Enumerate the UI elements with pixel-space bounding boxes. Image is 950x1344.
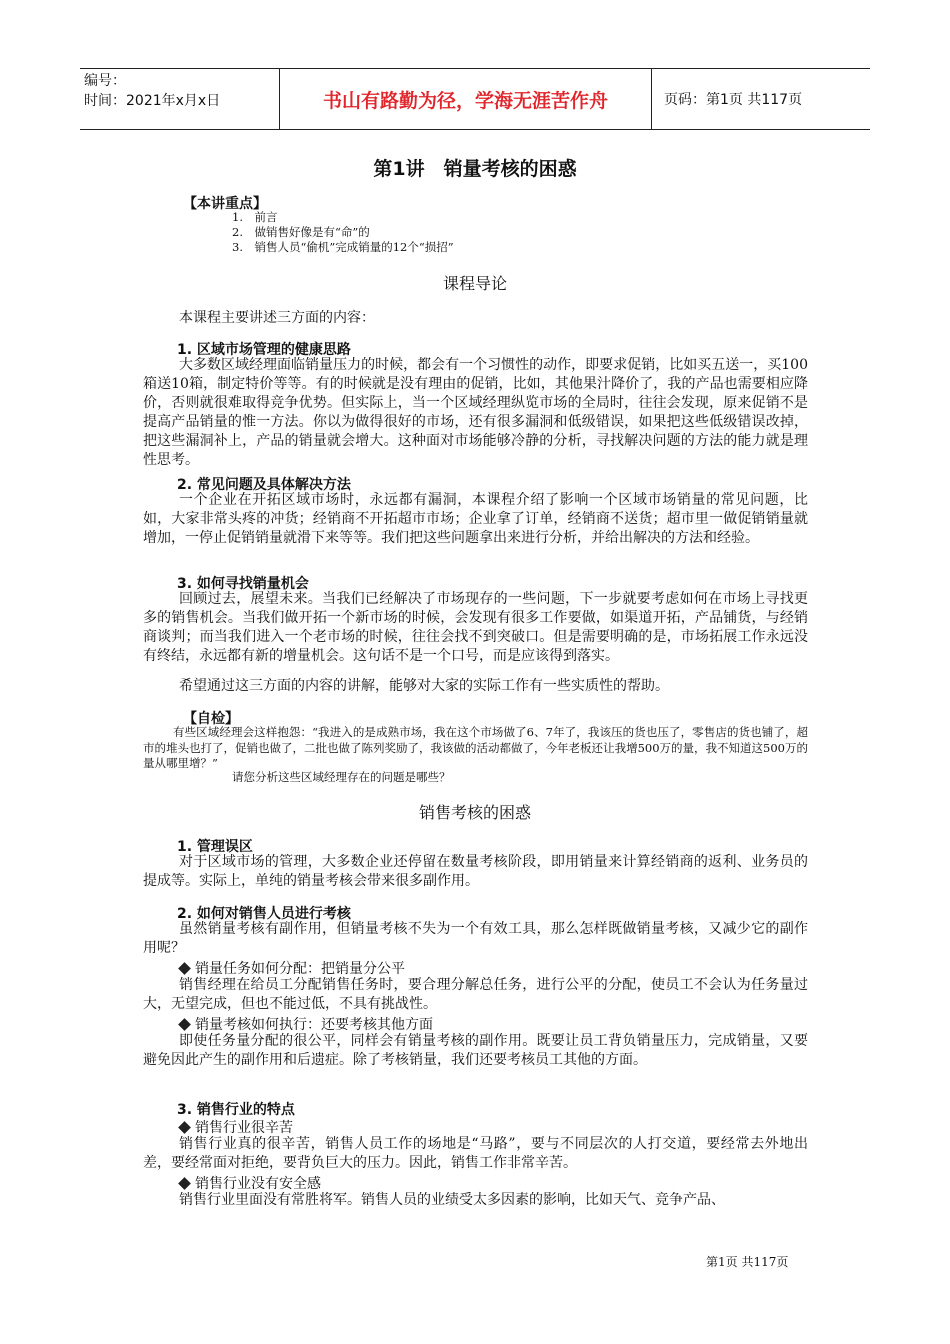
bullet-text: 销售行业里面没有常胜将军。销售人员的业绩受太多因素的影响，比如天气、竞争产品、 [179,1192,725,1208]
diamond-bullet-icon [178,962,191,975]
bullet-label: 销量考核如何执行：还要考核其他方面 [195,1017,433,1033]
page-header [80,68,870,130]
bullet-text: 销售经理在给员工分配销售任务时，要合理分解总任务，进行公平的分配，使员工不会认为任务量过大，无望完成，但也不能过低，不具有挑战性。 [143,977,808,1012]
header-motto: 书山有路勤为径，学海无涯苦作舟 [280,69,652,129]
assessment-text: 虽然销量考核有副作用，但销量考核不失为一个有效工具，那么怎样既做销量考核，又减少它的副作用呢？ [143,921,808,956]
header-page-code: 页码：第1页 共117页 [664,92,803,108]
lecture-title: 第1讲 销量考核的困惑 [373,158,577,180]
intro-section-text: 回顾过去，展望未来。当我们已经解决了市场现存的一些问题，下一步就要考虑如何在市场上寻找更多的销售机会。当我们做开拓一个新市场的时候，会发现有很多工作要做，如渠道开拓，产品铺货，与经销商谈判；而当我们进入一个老市场的时候，往往会找不到突破口。但是需要明确的是，市场拓展工作永远没有终结，永远都有新的增量机会。这句话不是一个口号，而是应该得到落实。 [143,591,808,664]
assessment-heading: 1. 管理误区 [177,839,253,855]
intro-section-heading: 1. 区域市场管理的健康思路 [177,342,351,358]
assessment-text: 对于区域市场的管理，大多数企业还停留在数量考核阶段，即用销量来计算经销商的返利、业务员的提成等。实际上，单纯的销量考核会带来很多副作用。 [143,854,808,889]
intro-section-text: 大多数区域经理面临销量压力的时候，都会有一个习惯性的动作，即要求促销，比如买五送一，买100箱送10箱，制定特价等等。有的时候就是没有理由的促销，比如，其他果汁降价了，我的产品也需要相应降价，否则就很难取得竞争优势。但实际上，当一个区域经理纵览市场的全局时，往往会发现，原来促销不是提高产品销量的惟一方法。你以为做得很好的市场，还有很多漏洞和低级错误，如果把这些低级错误改掉，把这些漏洞补上，产品的销量就会增大。这种面对市场能够冷静的分析，寻找解决问题的方法的能力就是理性思考。 [143,357,808,468]
intro-title: 课程导论 [442,274,507,293]
focus-label: 【本讲重点】 [183,196,267,212]
focus-item: 1. 前言 [232,210,278,224]
diamond-bullet-icon [178,1018,191,1031]
self-check-question: 请您分析这些区域经理存在的问题是哪些？ [232,770,451,784]
header-meta [80,69,280,129]
bullet-label: 销售行业没有安全感 [195,1176,321,1192]
focus-list [232,210,454,255]
intro-section-heading: 3. 如何寻找销量机会 [177,576,309,592]
focus-item: 3. 销售人员“偷机”完成销量的12个“损招” [232,240,454,254]
diamond-bullet-icon [178,1121,191,1134]
diamond-bullet-icon [178,1177,191,1190]
focus-item: 2. 做销售好像是有“命”的 [232,225,370,239]
bullet-item [177,1117,293,1137]
time-label: 时间：2021年x月x日 [84,93,221,109]
assessment-heading: 2. 如何对销售人员进行考核 [177,906,351,922]
intro-lead: 本课程主要讲述三方面的内容： [179,310,375,326]
bullet-text: 即使任务量分配的很公平，同样会有销量考核的副作用。既要让员工背负销量压力，完成销量，又要避免因此产生的副作用和后遗症。除了考核销量，我们还要考核员工其他的方面。 [143,1033,808,1068]
self-check-label: 【自检】 [183,711,239,727]
intro-section-heading: 2. 常见问题及具体解决方法 [177,477,351,493]
intro-closing: 希望通过这三方面的内容的讲解，能够对大家的实际工作有一些实质性的帮助。 [179,678,669,694]
bullet-item [177,1173,321,1193]
self-check-quote: 有些区域经理会这样抱怨：“我进入的是成熟市场，我在这个市场做了6、7年了，我该压的货也压了，零售店的货也铺了，超市的堆头也打了，促销也做了，二批也做了陈列奖励了，我该做的活动都做了，今年老板还让我增500万的量，我不知道这500万的量从哪里增？” [143,725,808,770]
bullet-text: 销售行业真的很辛苦，销售人员工作的场地是“马路”，要与不同层次的人打交道，要经常去外地出差，要经常面对拒绝，要背负巨大的压力。因此，销售工作非常辛苦。 [143,1136,808,1171]
number-label: 编号： [84,73,126,89]
bullet-item [177,958,405,978]
assessment-title: 销售考核的困惑 [418,803,531,822]
assessment-heading: 3. 销售行业的特点 [177,1102,295,1118]
intro-section-text: 一个企业在开拓区域市场时，永远都有漏洞，本课程介绍了影响一个区域市场销量的常见问题，比如，大家非常头疼的冲货；经销商不开拓超市市场；企业拿了订单，经销商不送货；超市里一做促销销量就增加，一停止促销销量就滑下来等等。我们把这些问题拿出来进行分析，并给出解决的方法和经验。 [143,492,808,546]
page-footer: 第1页 共117页 [706,1255,789,1269]
bullet-label: 销售行业很辛苦 [195,1120,293,1136]
bullet-item [177,1014,433,1034]
bullet-label: 销量任务如何分配：把销量分公平 [195,961,405,977]
